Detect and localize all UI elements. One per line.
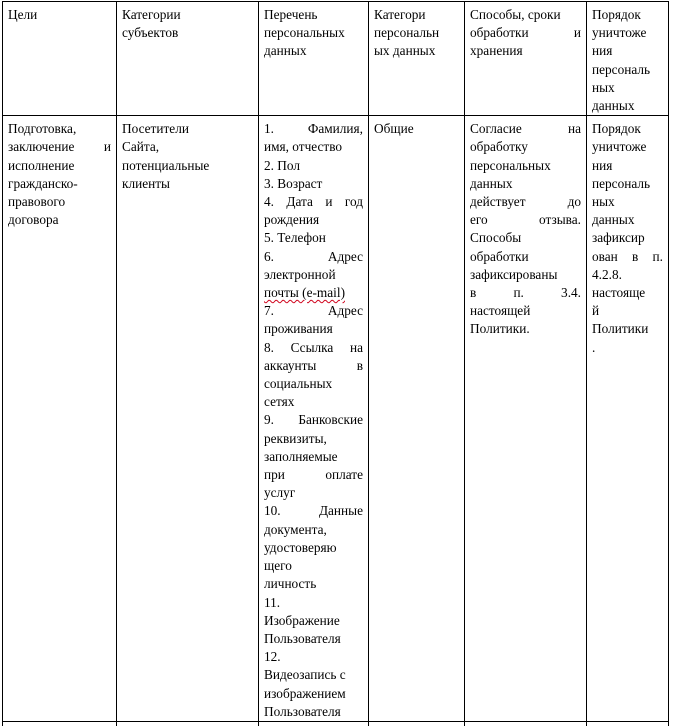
table-header-row bbox=[3, 2, 669, 116]
cell-data-category: Общие bbox=[369, 116, 465, 722]
table-row bbox=[3, 116, 669, 722]
table-row-continued bbox=[3, 721, 669, 726]
header-data-list: Перечень персональных данных bbox=[259, 2, 369, 116]
header-processing-methods: Способы, сроки обработки и хранения bbox=[465, 2, 587, 116]
cell-subjects: Посетители Сайта, потенциальные клиенты bbox=[117, 116, 259, 722]
cell-data-list: 1. Фамилия, имя, отчество 2. Пол 3. Возраст 4. Дата и год рождения 5. Телефон 6. Адрес электронной почты (e-mail) 7. Адрес проживания 8. Ссылка на аккаунты в социальных сетях 9. Банковские реквизиты, заполняемые при оплате услуг 10. Данные документа, удостоверяю щего личность 11. Изображение Пользователя 12. Видеозапись с изображением Пользователя bbox=[259, 116, 369, 722]
cell-destruction: Порядок уничтоже ния персональ ных данных зафиксир ован в п. 4.2.8. настоящe й Политики . bbox=[587, 116, 669, 722]
header-data-categories: Категори персональн ых данных bbox=[369, 2, 465, 116]
cell-processing: Согласие на обработку персональных данных действует до его отзыва. Способы обработки зафиксированы в п. 3.4. настоящей Политики. bbox=[465, 116, 587, 722]
header-goals: Цели bbox=[3, 2, 117, 116]
personal-data-table bbox=[2, 1, 669, 726]
cell-goals: Подготовка, заключение и исполнение гражданско- правового договора bbox=[3, 116, 117, 722]
email-misspelling-mark: почты (e-mail) bbox=[264, 285, 345, 301]
header-destruction-procedure: Порядок уничтоже ния персональ ных данных bbox=[587, 2, 669, 116]
header-subject-categories: Категории субъектов bbox=[117, 2, 259, 116]
